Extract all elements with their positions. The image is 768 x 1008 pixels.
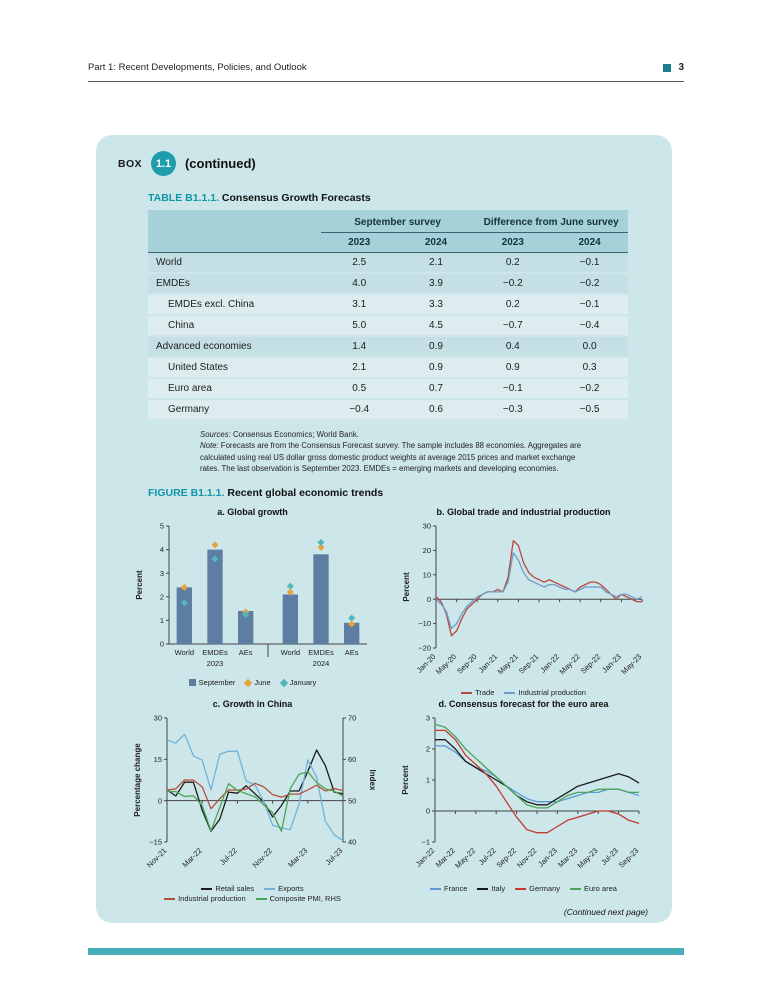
svg-text:Percent: Percent xyxy=(400,765,410,795)
svg-text:0: 0 xyxy=(159,639,164,649)
svg-text:Percentage change: Percentage change xyxy=(132,743,142,817)
table-corner-cell-2 xyxy=(148,233,321,253)
svg-text:May-21: May-21 xyxy=(495,652,520,677)
legend-item: Italy xyxy=(477,884,505,893)
box-number-badge: 1.1 xyxy=(151,151,176,176)
line-swatch-icon xyxy=(164,898,175,900)
svg-text:1: 1 xyxy=(425,775,430,785)
table-caption-title: Consensus Growth Forecasts xyxy=(221,192,371,204)
svg-text:May-20: May-20 xyxy=(433,652,458,677)
row-value: 0.7 xyxy=(398,378,475,399)
row-value: 4.0 xyxy=(321,273,398,294)
row-value: 0.6 xyxy=(398,399,475,420)
svg-text:Jan-23: Jan-23 xyxy=(535,846,559,869)
line-swatch-icon xyxy=(515,888,526,890)
chart-svg-b xyxy=(398,518,650,690)
row-value: −0.2 xyxy=(474,273,551,294)
svg-text:60: 60 xyxy=(347,755,356,765)
row-label: Germany xyxy=(148,399,321,420)
line-swatch-icon xyxy=(461,692,472,694)
row-value: 0.9 xyxy=(474,357,551,378)
svg-text:2023: 2023 xyxy=(206,659,223,669)
svg-text:5: 5 xyxy=(159,521,164,531)
year-header: 2024 xyxy=(551,233,628,253)
chart-title-c: c. Growth in China xyxy=(212,699,293,710)
row-label: EMDEs xyxy=(148,273,321,294)
square-swatch-icon xyxy=(189,679,196,686)
figure-caption-kicker: FIGURE B1.1.1. xyxy=(148,487,225,500)
svg-text:Mar-23: Mar-23 xyxy=(285,846,309,870)
legend-item: September xyxy=(189,678,236,687)
svg-text:Jul-23: Jul-23 xyxy=(598,846,620,868)
page-number-square-icon xyxy=(663,64,671,72)
svg-text:15: 15 xyxy=(153,755,162,765)
table-row xyxy=(148,315,628,336)
page-number-value: 3 xyxy=(678,62,684,73)
chart-panel-a xyxy=(120,507,385,697)
svg-text:Mar-23: Mar-23 xyxy=(555,846,579,870)
year-header: 2024 xyxy=(398,233,475,253)
svg-text:Nov-21: Nov-21 xyxy=(144,846,168,870)
svg-text:Jul-22: Jul-22 xyxy=(217,846,239,868)
chart-legend-a xyxy=(189,678,317,687)
svg-text:May-23: May-23 xyxy=(618,652,643,677)
table-corner-cell xyxy=(148,210,321,233)
svg-text:AEs: AEs xyxy=(238,648,253,658)
table-caption-kicker: TABLE B1.1.1. xyxy=(148,192,219,204)
svg-text:Sep-21: Sep-21 xyxy=(516,652,540,676)
row-value: 4.5 xyxy=(398,315,475,336)
row-value: −0.3 xyxy=(474,399,551,420)
svg-text:May-22: May-22 xyxy=(557,652,582,677)
svg-text:Percent: Percent xyxy=(401,572,411,602)
svg-text:EMDEs: EMDEs xyxy=(307,648,334,658)
svg-text:Sep-22: Sep-22 xyxy=(494,846,518,870)
running-head xyxy=(88,62,684,82)
box-header xyxy=(96,135,672,176)
chart-title-a: a. Global growth xyxy=(217,507,288,518)
table-caption xyxy=(148,192,628,204)
chart-svg-a xyxy=(129,518,377,680)
line-swatch-icon xyxy=(256,898,267,900)
chart-svg-d xyxy=(399,710,649,886)
svg-text:Jan-23: Jan-23 xyxy=(599,652,623,675)
svg-text:2024: 2024 xyxy=(312,659,329,669)
svg-text:May-23: May-23 xyxy=(575,846,600,871)
part-title: Part 1: Recent Developments, Policies, and Outlook xyxy=(88,62,307,73)
legend-item: Germany xyxy=(515,884,560,893)
row-value: 0.3 xyxy=(551,357,628,378)
line-swatch-icon xyxy=(477,888,488,890)
row-label: China xyxy=(148,315,321,336)
box-label: BOX xyxy=(118,157,142,170)
row-value: −0.1 xyxy=(474,378,551,399)
table-row xyxy=(148,253,628,274)
svg-text:Mar-22: Mar-22 xyxy=(179,846,204,870)
svg-text:−1: −1 xyxy=(420,837,430,847)
group-header-difference: Difference from June survey xyxy=(474,210,628,233)
table-notes xyxy=(200,429,584,474)
table-section xyxy=(148,192,628,474)
svg-text:1: 1 xyxy=(159,616,164,626)
svg-text:World: World xyxy=(280,648,300,658)
row-value: 5.0 xyxy=(321,315,398,336)
row-value: 0.2 xyxy=(474,294,551,315)
row-value: −0.2 xyxy=(551,378,628,399)
chart-legend-d xyxy=(430,884,617,893)
svg-text:−20: −20 xyxy=(417,643,431,653)
svg-text:Sep-22: Sep-22 xyxy=(578,652,602,676)
row-value: 0.2 xyxy=(474,253,551,274)
year-header: 2023 xyxy=(321,233,398,253)
row-value: 2.1 xyxy=(398,253,475,274)
row-value: 2.1 xyxy=(321,357,398,378)
note-label: Note: xyxy=(200,441,219,451)
line-swatch-icon xyxy=(430,888,441,890)
table-row xyxy=(148,399,628,420)
year-header: 2023 xyxy=(474,233,551,253)
svg-text:10: 10 xyxy=(422,570,431,580)
svg-text:May-22: May-22 xyxy=(452,846,477,871)
page-number xyxy=(663,62,684,73)
figure-panels xyxy=(120,507,656,903)
svg-text:Index: Index xyxy=(367,769,377,791)
sources-label: Sources: xyxy=(200,430,231,439)
svg-text:4: 4 xyxy=(159,545,164,555)
row-label: United States xyxy=(148,357,321,378)
row-value: 1.4 xyxy=(321,336,398,357)
figure-caption-title: Recent global economic trends xyxy=(227,487,384,500)
row-value: −0.1 xyxy=(551,253,628,274)
line-swatch-icon xyxy=(504,692,515,694)
consensus-forecast-table xyxy=(148,210,628,421)
table-row xyxy=(148,294,628,315)
page-bottom-bar xyxy=(88,948,684,955)
svg-text:3: 3 xyxy=(159,568,164,578)
diamond-swatch-icon xyxy=(244,678,252,686)
chart-title-b: b. Global trade and industrial production xyxy=(436,507,611,518)
table-row xyxy=(148,336,628,357)
row-value: −0.1 xyxy=(551,294,628,315)
svg-text:3: 3 xyxy=(425,713,430,723)
svg-text:2: 2 xyxy=(425,744,430,754)
chart-panel-d xyxy=(391,699,656,903)
box-continued-label: (continued) xyxy=(184,156,256,171)
row-value: 3.3 xyxy=(398,294,475,315)
continued-next-page: (Continued next page) xyxy=(563,907,648,918)
svg-text:20: 20 xyxy=(422,546,431,556)
legend-item: Composite PMI, RHS xyxy=(256,894,341,903)
row-value: 0.9 xyxy=(398,336,475,357)
legend-item: January xyxy=(281,678,317,687)
svg-text:−10: −10 xyxy=(417,619,431,629)
note-text: Forecasts are from the Consensus Forecast survey. The sample includes 88 economies. Aggregates are calculated using real US dollar gross domestic product weights at average 2015 prices and market exchange rates. The last observation is September 2023. EMDEs = emerging markets and developing economies. xyxy=(200,441,582,473)
svg-text:70: 70 xyxy=(347,713,356,723)
table-row xyxy=(148,273,628,294)
svg-text:Jul-22: Jul-22 xyxy=(476,846,498,868)
row-value: 0.0 xyxy=(551,336,628,357)
row-value: 0.4 xyxy=(474,336,551,357)
legend-item: Retail sales xyxy=(201,884,254,893)
svg-text:World: World xyxy=(174,648,194,658)
legend-item: Exports xyxy=(264,884,303,893)
row-value: 2.5 xyxy=(321,253,398,274)
svg-text:30: 30 xyxy=(153,713,162,723)
table-head xyxy=(148,210,628,253)
figure-caption xyxy=(148,487,628,499)
row-value: 0.5 xyxy=(321,378,398,399)
row-label: Euro area xyxy=(148,378,321,399)
svg-text:Jul-23: Jul-23 xyxy=(323,846,344,868)
table-row xyxy=(148,378,628,399)
svg-text:Percent: Percent xyxy=(134,570,144,600)
row-label: EMDEs excl. China xyxy=(148,294,321,315)
legend-item: France xyxy=(430,884,467,893)
legend-item: June xyxy=(245,678,270,687)
svg-text:40: 40 xyxy=(347,837,356,847)
group-header-september: September survey xyxy=(321,210,475,233)
svg-text:Jan-22: Jan-22 xyxy=(413,846,436,869)
row-value: −0.4 xyxy=(551,315,628,336)
svg-text:0: 0 xyxy=(426,594,431,604)
row-value: 0.9 xyxy=(398,357,475,378)
svg-text:Jan-21: Jan-21 xyxy=(476,652,499,675)
svg-text:−15: −15 xyxy=(148,837,162,847)
box-1-1 xyxy=(96,135,672,923)
line-swatch-icon xyxy=(201,888,212,890)
svg-text:0: 0 xyxy=(157,796,162,806)
legend-item: Trade xyxy=(461,688,494,697)
svg-text:Nov-22: Nov-22 xyxy=(250,846,274,870)
row-value: 3.9 xyxy=(398,273,475,294)
chart-panel-c xyxy=(120,699,385,903)
chart-legend-b xyxy=(461,688,586,697)
sources-text: Consensus Economics; World Bank. xyxy=(230,430,359,439)
svg-text:0: 0 xyxy=(425,806,430,816)
svg-text:Nov-22: Nov-22 xyxy=(514,846,538,870)
svg-text:Sep-20: Sep-20 xyxy=(454,652,479,676)
diamond-swatch-icon xyxy=(279,678,287,686)
chart-svg-c xyxy=(127,710,379,886)
svg-text:Jan-20: Jan-20 xyxy=(414,652,437,675)
legend-item: Industrial production xyxy=(504,688,586,697)
row-value: −0.7 xyxy=(474,315,551,336)
row-value: −0.2 xyxy=(551,273,628,294)
row-value: −0.4 xyxy=(321,399,398,420)
chart-panel-b xyxy=(391,507,656,697)
table-year-header-row xyxy=(148,233,628,253)
line-swatch-icon xyxy=(570,888,581,890)
row-value: −0.5 xyxy=(551,399,628,420)
svg-text:EMDEs: EMDEs xyxy=(201,648,228,658)
table-group-header-row xyxy=(148,210,628,233)
chart-title-d: d. Consensus forecast for the euro area xyxy=(438,699,609,710)
svg-text:Jan-22: Jan-22 xyxy=(537,652,561,675)
svg-text:30: 30 xyxy=(422,521,431,531)
row-label: Advanced economies xyxy=(148,336,321,357)
legend-item: Industrial production xyxy=(164,894,246,903)
svg-text:Mar-22: Mar-22 xyxy=(433,846,457,870)
table-row xyxy=(148,357,628,378)
row-label: World xyxy=(148,253,321,274)
line-swatch-icon xyxy=(264,888,275,890)
chart-legend-c xyxy=(164,884,341,903)
legend-item: Euro area xyxy=(570,884,617,893)
svg-text:AEs: AEs xyxy=(344,648,359,658)
svg-text:Sep-23: Sep-23 xyxy=(616,846,640,870)
forecast-table-body xyxy=(148,253,628,421)
svg-text:2: 2 xyxy=(159,592,164,602)
svg-text:50: 50 xyxy=(347,796,356,806)
row-value: 3.1 xyxy=(321,294,398,315)
